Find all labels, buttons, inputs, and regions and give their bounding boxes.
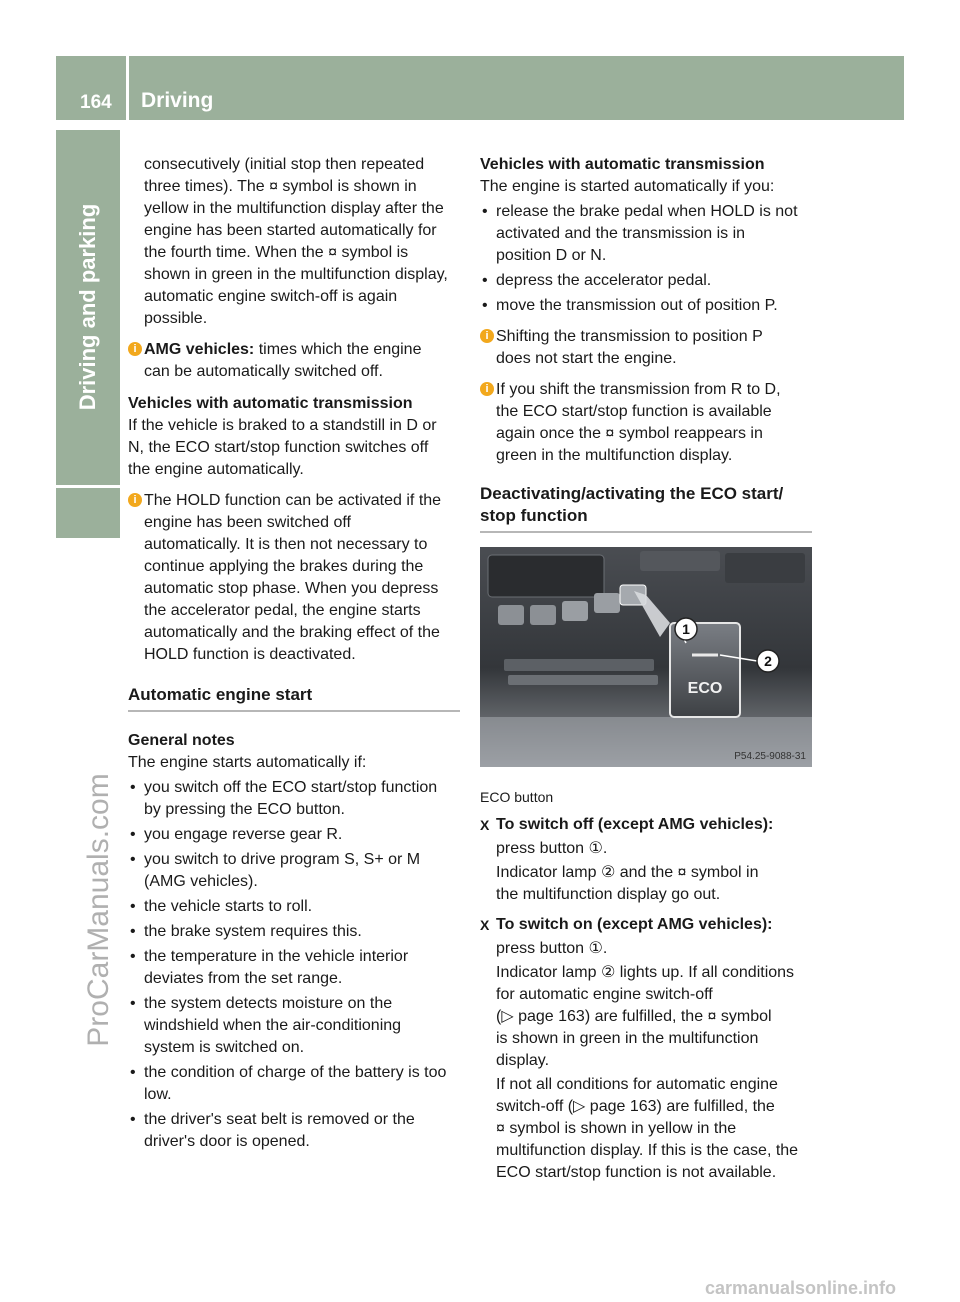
figure-callout-1: 1	[682, 621, 690, 637]
text-line: again once the ¤ symbol reappears in	[496, 425, 763, 442]
list-item: • move the transmission out of position P.	[480, 295, 812, 317]
text-line: the multifunction display go out.	[496, 886, 721, 903]
figure-eco-label: ECO	[687, 680, 723, 697]
page-reference[interactable]: switch-off (▷ page 163) are fulfilled, the	[496, 1098, 775, 1115]
text-line: shown in green in the multifunction display,	[144, 266, 448, 283]
text-line: the fourth time. When the ¤ symbol is	[144, 244, 409, 261]
left-column	[128, 154, 460, 1153]
text-line: If you shift the transmission from R to D,	[496, 381, 781, 398]
text-line: Indicator lamp ② lights up. If all conditions	[496, 964, 795, 981]
info-icon: i	[128, 493, 142, 507]
text-line: engine has been switched off	[144, 514, 351, 531]
text-line: engine has been started automatically for	[144, 222, 437, 239]
figure-code: P54.25-9088-31	[734, 751, 806, 762]
text-line: ECO start/stop function is not available.	[496, 1164, 777, 1181]
text-line: can be automatically switched off.	[144, 363, 383, 380]
right-column	[480, 154, 812, 1184]
general-notes-heading: General notes	[128, 732, 235, 749]
section-heading-eco-start-stop: Deactivating/activating the ECO start/ stop function	[480, 483, 812, 533]
text-line: multifunction display. If this is the case, the	[496, 1142, 799, 1159]
text-line: is shown in green in the multifunction	[496, 1030, 759, 1047]
list-item: • the driver's seat belt is removed or the driver's door is opened.	[128, 1109, 460, 1153]
side-tab-label: Driving and parking	[75, 203, 100, 411]
list-item: • the vehicle starts to roll.	[128, 896, 460, 918]
list-item: • you switch to drive program S, S+ or M (AMG vehicles).	[128, 849, 460, 893]
list-item: • you switch off the ECO start/stop function by pressing the ECO button.	[128, 777, 460, 821]
list-item: • release the brake pedal when HOLD is not activated and the transmission is in position D or N.	[480, 201, 812, 267]
figure-callout-2: 2	[764, 653, 772, 669]
info-icon: i	[480, 382, 494, 396]
text-line: N, the ECO start/stop function switches off	[128, 439, 429, 456]
step-title: To switch on (except AMG vehicles):	[496, 916, 773, 933]
header-divider	[126, 56, 129, 120]
page-number: 164	[80, 92, 112, 113]
list-item: • depress the accelerator pedal.	[480, 270, 812, 292]
amg-note-text: times which the engine	[254, 341, 422, 358]
list-item: • the system detects moisture on the windshield when the air-conditioning system is switched on.	[128, 993, 460, 1059]
text-line: If not all conditions for automatic engine	[496, 1076, 778, 1093]
text-line: for automatic engine switch-off	[496, 986, 713, 1003]
auto-start-bullet-list	[480, 201, 812, 317]
text-line: The HOLD function can be activated if the	[144, 492, 442, 509]
text-line: does not start the engine.	[496, 350, 677, 367]
text-line: three times). The ¤ symbol is shown in	[144, 178, 417, 195]
list-item: • the temperature in the vehicle interior deviates from the set range.	[128, 946, 460, 990]
switch-off-step	[480, 814, 812, 906]
text-line: press button ①.	[496, 840, 608, 857]
text-line: automatically. It is then not necessary to	[144, 536, 428, 553]
text-line: consecutively (initial stop then repeated	[144, 156, 425, 173]
switch-on-step	[480, 914, 812, 1184]
auto-trans-intro: The engine is started automatically if you:	[480, 178, 775, 195]
step-arrow-icon: X	[480, 817, 490, 833]
text-line: the accelerator pedal, the engine starts	[144, 602, 421, 619]
text-line: automatic stop phase. When you depress	[144, 580, 439, 597]
text-line: Shifting the transmission to position P	[496, 328, 763, 345]
watermark-left: ProCarManuals.com	[82, 773, 115, 1047]
text-line: Indicator lamp ② and the ¤ symbol in	[496, 864, 759, 881]
text-line: possible.	[144, 310, 208, 327]
shift-info-note	[480, 326, 812, 370]
chapter-title: Driving	[141, 89, 214, 112]
text-line: green in the multifunction display.	[496, 447, 733, 464]
info-icon: i	[480, 329, 494, 343]
text-line: automatic engine switch-off is again	[144, 288, 398, 305]
amg-info-note	[128, 339, 460, 383]
text-line: yellow in the multifunction display after the	[144, 200, 444, 217]
step-title: To switch off (except AMG vehicles):	[496, 816, 774, 833]
engine-start-bullet-list	[128, 777, 460, 1153]
side-block	[56, 488, 120, 538]
text-line: continue applying the brakes during the	[144, 558, 424, 575]
intro-paragraph	[128, 154, 460, 330]
auto-trans-paragraph	[128, 415, 460, 481]
eco-button-figure	[480, 547, 812, 767]
general-notes-intro: The engine starts automatically if:	[128, 754, 367, 771]
text-line: press button ①.	[496, 940, 608, 957]
info-icon: i	[128, 342, 142, 356]
hold-info-note	[128, 490, 460, 666]
page-reference[interactable]: (▷ page 163) are fulfilled, the ¤ symbol	[496, 1008, 772, 1025]
text-line: If the vehicle is braked to a standstill in D or	[128, 417, 437, 434]
auto-trans-heading: Vehicles with automatic transmission	[128, 395, 413, 412]
eco-available-info-note	[480, 379, 812, 467]
figure-caption: ECO button	[480, 789, 554, 805]
text-line: the ECO start/stop function is available	[496, 403, 772, 420]
text-line: display.	[496, 1052, 550, 1069]
text-line: automatically and the braking effect of the	[144, 624, 440, 641]
watermark-bottom: carmanualsonline.info	[705, 1278, 897, 1298]
text-line: HOLD function is deactivated.	[144, 646, 356, 663]
list-item: • you engage reverse gear R.	[128, 824, 460, 846]
list-item: • the brake system requires this.	[128, 921, 460, 943]
amg-note-label: AMG vehicles:	[144, 341, 255, 358]
text-line: the engine automatically.	[128, 461, 304, 478]
section-heading-automatic-engine-start: Automatic engine start	[128, 684, 460, 712]
auto-trans-heading: Vehicles with automatic transmission	[480, 156, 765, 173]
text-line: ¤ symbol is shown in yellow in the	[496, 1120, 737, 1137]
list-item: • the condition of charge of the battery is too low.	[128, 1062, 460, 1106]
step-arrow-icon: X	[480, 917, 490, 933]
